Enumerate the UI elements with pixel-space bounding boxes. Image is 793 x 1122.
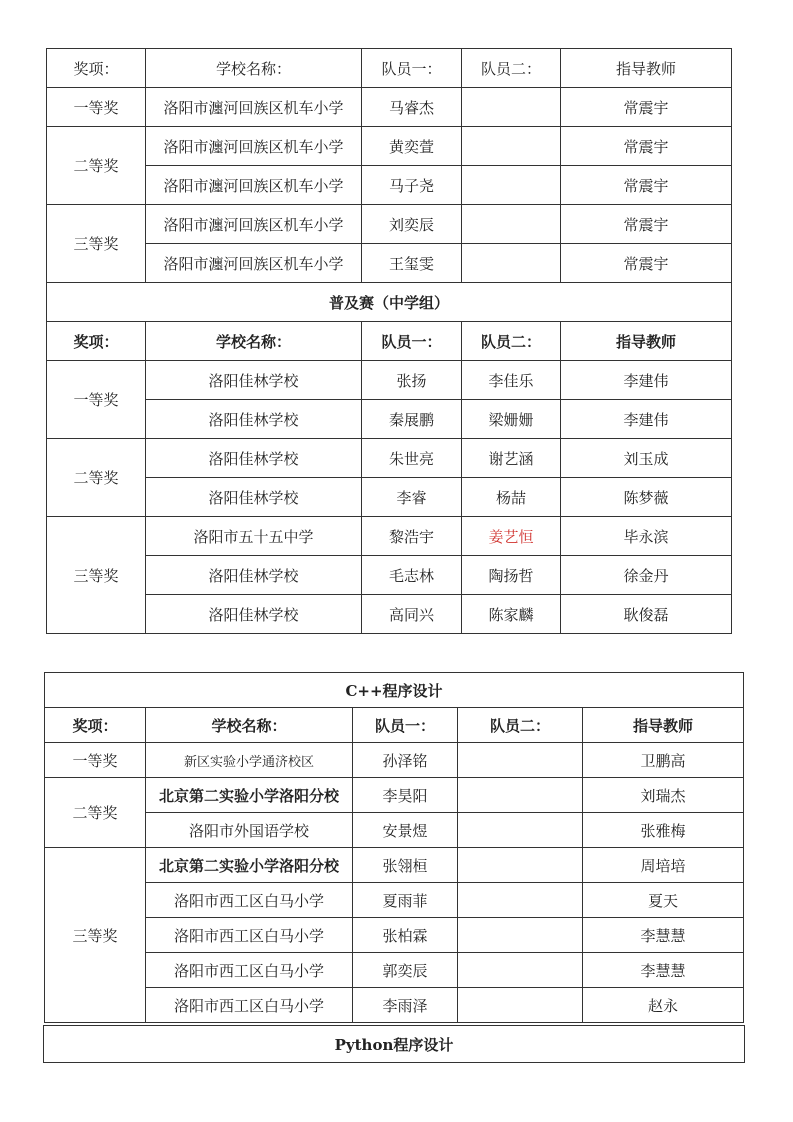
table-row [45,778,744,813]
member1-cell: 郭奕辰 [353,953,458,988]
table-row [47,400,732,439]
table-row [45,883,744,918]
teacher-cell: 毕永滨 [561,517,732,556]
header-member1: 队员一： [362,49,462,88]
teacher-cell: 常震宇 [561,88,732,127]
teacher-cell: 徐金丹 [561,556,732,595]
award-second: 二等奖 [47,127,146,205]
school-cell: 洛阳佳林学校 [146,439,362,478]
header-member2: 队员二： [462,49,561,88]
teacher-cell: 耿俊磊 [561,595,732,634]
table-row [45,953,744,988]
member2-cell [462,166,561,205]
member2-cell: 李佳乐 [462,361,561,400]
table-row [47,556,732,595]
table-row [45,918,744,953]
school-cell: 北京第二实验小学洛阳分校 [146,778,353,813]
table-row [45,848,744,883]
header-school: 学校名称： [146,708,353,743]
teacher-cell: 赵永 [583,988,744,1023]
school-cell: 洛阳市外国语学校 [146,813,353,848]
header-row [47,49,732,88]
member2-cell [458,778,583,813]
member2-cell: 陶扬哲 [462,556,561,595]
school-cell: 洛阳佳林学校 [146,595,362,634]
table-row [45,743,744,778]
member1-cell: 李昊阳 [353,778,458,813]
member2-cell [458,848,583,883]
member1-cell: 张扬 [362,361,462,400]
member2-cell [462,244,561,283]
header-row [45,708,744,743]
header-teacher: 指导教师 [561,49,732,88]
header-award: 奖项： [47,49,146,88]
award-first: 一等奖 [47,361,146,439]
teacher-cell: 陈梦薇 [561,478,732,517]
member1-cell: 刘奕辰 [362,205,462,244]
header-teacher: 指导教师 [561,322,732,361]
member1-cell: 毛志林 [362,556,462,595]
award-third: 三等奖 [45,848,146,1023]
award-first: 一等奖 [47,88,146,127]
award-third: 三等奖 [47,205,146,283]
member1-cell: 秦展鹏 [362,400,462,439]
member1-cell: 高同兴 [362,595,462,634]
teacher-cell: 卫鹏高 [583,743,744,778]
teacher-cell: 常震宇 [561,166,732,205]
header-school: 学校名称： [146,322,362,361]
member2-cell [462,127,561,166]
section-title-row [47,283,732,322]
school-cell: 北京第二实验小学洛阳分校 [146,848,353,883]
teacher-cell: 张雅梅 [583,813,744,848]
school-cell: 洛阳佳林学校 [146,478,362,517]
member2-cell [458,743,583,778]
member2-cell [458,988,583,1023]
member2-cell [462,88,561,127]
award-second: 二等奖 [47,439,146,517]
member1-cell: 李雨泽 [353,988,458,1023]
member2-cell: 杨喆 [462,478,561,517]
teacher-cell: 李建伟 [561,361,732,400]
header-award: 奖项： [45,708,146,743]
award-first: 一等奖 [45,743,146,778]
table-row [47,478,732,517]
table-row [47,595,732,634]
member1-cell: 张翎桓 [353,848,458,883]
school-cell: 洛阳市西工区白马小学 [146,953,353,988]
teacher-cell: 李建伟 [561,400,732,439]
awards-table-python [43,1025,745,1063]
member1-cell: 马子尧 [362,166,462,205]
member2-cell [462,205,561,244]
school-cell: 洛阳市五十五中学 [146,517,362,556]
member2-cell: 梁姗姗 [462,400,561,439]
header-teacher: 指导教师 [583,708,744,743]
award-second: 二等奖 [45,778,146,848]
teacher-cell: 刘瑞杰 [583,778,744,813]
table-row [47,88,732,127]
header-member1: 队员一： [362,322,462,361]
table-row [47,244,732,283]
table-row [47,361,732,400]
school-cell: 洛阳佳林学校 [146,361,362,400]
school-cell: 洛阳市瀍河回族区机车小学 [146,88,362,127]
section-title-middle-school: 普及赛（中学组） [47,283,732,322]
section-title-python: Python程序设计 [44,1026,745,1063]
awards-table-popularization [46,48,732,634]
member1-cell: 王玺雯 [362,244,462,283]
header-school: 学校名称： [146,49,362,88]
table-row [47,439,732,478]
table-row [47,517,732,556]
member2-cell [458,883,583,918]
school-cell: 洛阳市西工区白马小学 [146,988,353,1023]
member2-cell [458,953,583,988]
teacher-cell: 李慧慧 [583,953,744,988]
school-cell: 洛阳市西工区白马小学 [146,883,353,918]
header-member2: 队员二： [462,322,561,361]
member1-cell: 夏雨菲 [353,883,458,918]
school-cell: 洛阳市瀍河回族区机车小学 [146,166,362,205]
member1-cell: 孙泽铭 [353,743,458,778]
teacher-cell: 刘玉成 [561,439,732,478]
header-award: 奖项： [47,322,146,361]
section-title-cpp: C++程序设计 [45,673,744,708]
teacher-cell: 李慧慧 [583,918,744,953]
school-cell: 洛阳市瀍河回族区机车小学 [146,127,362,166]
awards-table-cpp [44,672,744,1023]
header-member2: 队员二： [458,708,583,743]
school-cell: 洛阳佳林学校 [146,400,362,439]
header-row [47,322,732,361]
member1-cell: 朱世亮 [362,439,462,478]
table-row [47,127,732,166]
school-cell: 洛阳市瀍河回族区机车小学 [146,244,362,283]
school-cell: 洛阳市西工区白马小学 [146,918,353,953]
member2-cell [458,918,583,953]
teacher-cell: 周培培 [583,848,744,883]
member1-cell: 张柏霖 [353,918,458,953]
member1-cell: 李睿 [362,478,462,517]
member1-cell: 安景煜 [353,813,458,848]
table-row [47,205,732,244]
member2-cell: 谢艺涵 [462,439,561,478]
teacher-cell: 常震宇 [561,127,732,166]
school-cell: 新区实验小学通济校区 [146,743,353,778]
member2-cell: 陈家麟 [462,595,561,634]
teacher-cell: 夏天 [583,883,744,918]
member1-cell: 黄奕萱 [362,127,462,166]
member1-cell: 黎浩宇 [362,517,462,556]
award-third: 三等奖 [47,517,146,634]
section-title-row [44,1026,745,1063]
table-row [45,813,744,848]
table-row [45,988,744,1023]
school-cell: 洛阳市瀍河回族区机车小学 [146,205,362,244]
table-row [47,166,732,205]
member2-cell [458,813,583,848]
header-member1: 队员一： [353,708,458,743]
section-title-row [45,673,744,708]
member2-cell-highlighted: 姜艺恒 [462,517,561,556]
school-cell: 洛阳佳林学校 [146,556,362,595]
teacher-cell: 常震宇 [561,244,732,283]
member1-cell: 马睿杰 [362,88,462,127]
teacher-cell: 常震宇 [561,205,732,244]
